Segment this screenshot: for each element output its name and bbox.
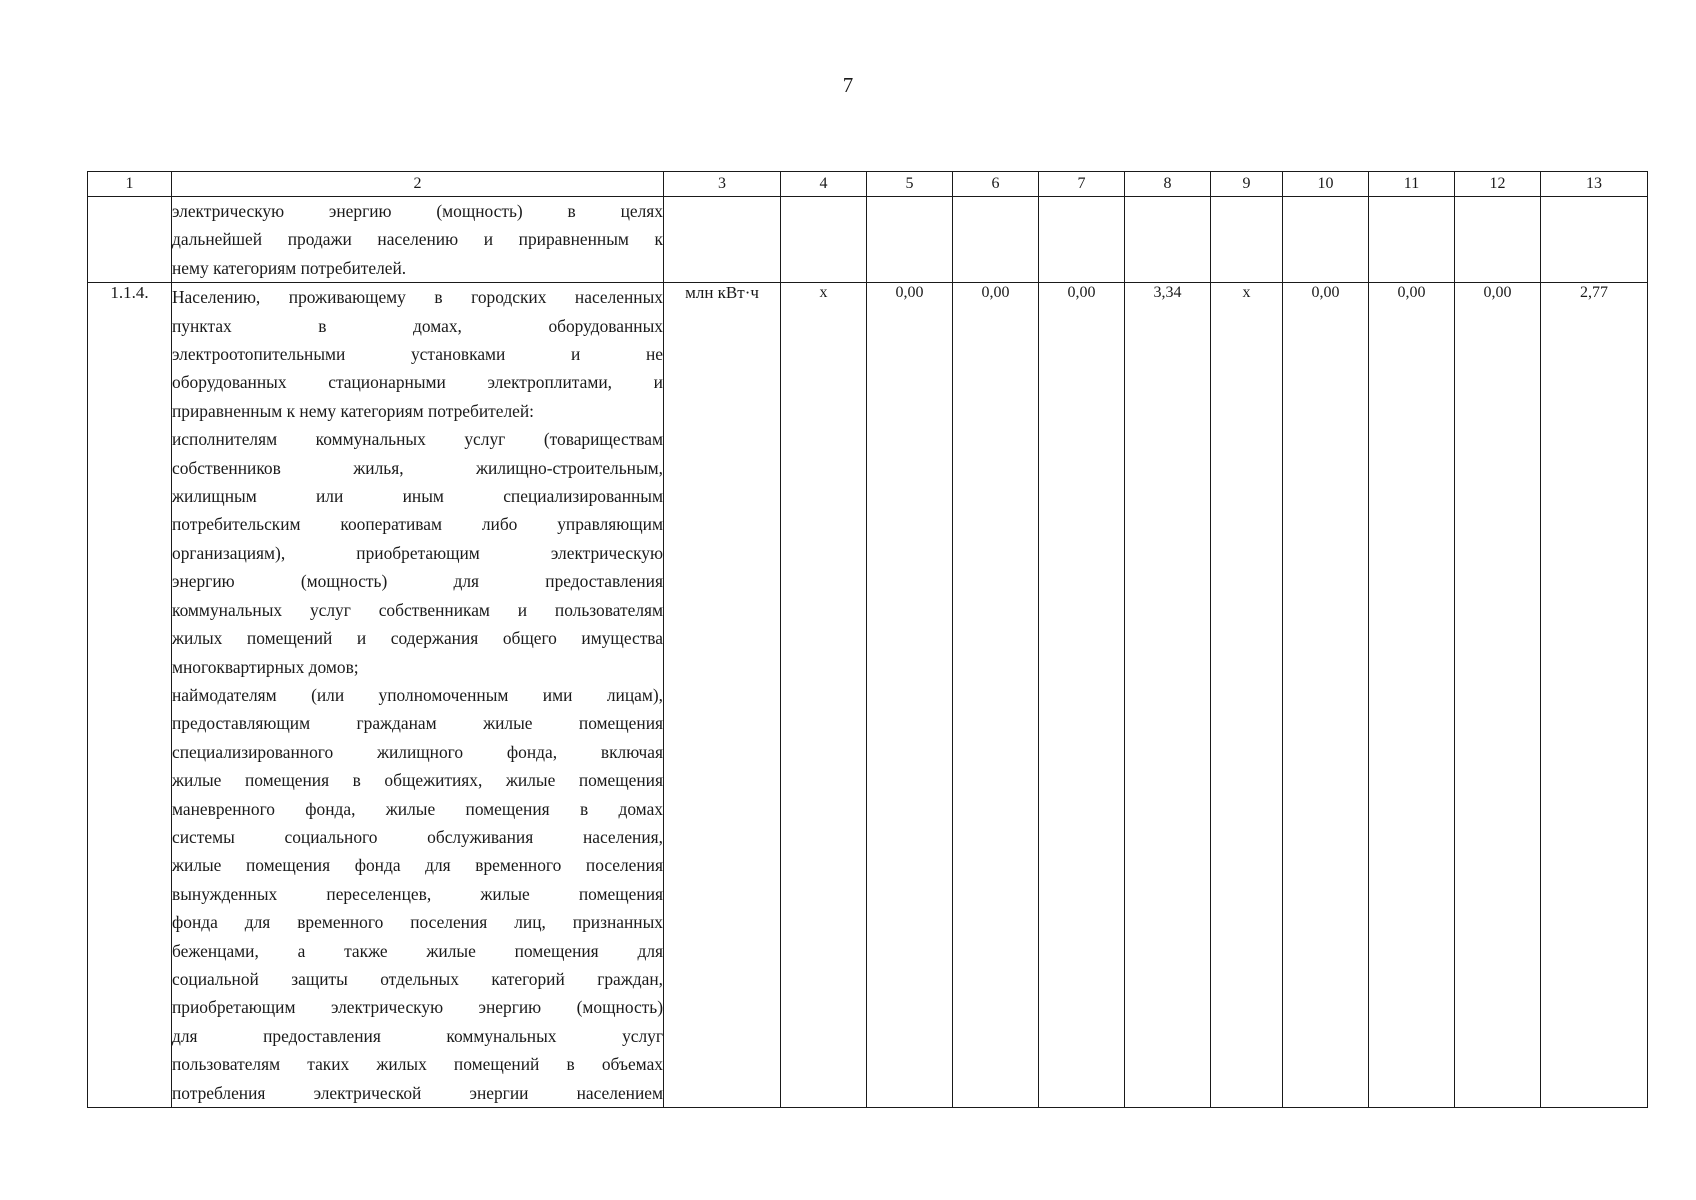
row-unit bbox=[664, 197, 781, 283]
column-number-1: 1 bbox=[88, 172, 172, 197]
description-line: наймодателям (или уполномоченным ими лицам), bbox=[172, 684, 663, 705]
description-line: специализированного жилищного фонда, включая bbox=[172, 741, 663, 762]
value-cell: 0,00 bbox=[1039, 283, 1125, 1108]
column-number-12: 12 bbox=[1455, 172, 1541, 197]
value-cell bbox=[1125, 197, 1211, 283]
description-line: организациям), приобретающим электрическую bbox=[172, 542, 663, 563]
column-number-8: 8 bbox=[1125, 172, 1211, 197]
description-line: исполнителям коммунальных услуг (товариществам bbox=[172, 429, 663, 450]
description-line: жилых помещений и содержания общего имущества bbox=[172, 628, 663, 649]
page-number: 7 bbox=[842, 73, 854, 97]
value-cell bbox=[1455, 197, 1541, 283]
value-cell: x bbox=[781, 283, 867, 1108]
value-cell bbox=[1541, 197, 1648, 283]
column-number-13: 13 bbox=[1541, 172, 1648, 197]
description-line: вынужденных переселенцев, жилые помещения bbox=[172, 883, 663, 904]
description-line: приравненным к нему категориям потребителей: bbox=[172, 400, 535, 421]
table-row bbox=[88, 197, 1648, 283]
value-cell: 0,00 bbox=[1283, 283, 1369, 1108]
value-cell: 0,00 bbox=[953, 283, 1039, 1108]
description-line: потребительским кооперативам либо управляющим bbox=[172, 514, 663, 535]
value-cell bbox=[1283, 197, 1369, 283]
description-line: нему категориям потребителей. bbox=[172, 257, 407, 278]
column-number-3: 3 bbox=[664, 172, 781, 197]
row-description bbox=[172, 283, 664, 1108]
value-cell bbox=[953, 197, 1039, 283]
description-line: социальной защиты отдельных категорий граждан, bbox=[172, 968, 663, 989]
description-line: фонда для временного поселения лиц, признанных bbox=[172, 912, 663, 933]
description-line: предоставляющим гражданам жилые помещения bbox=[172, 713, 663, 734]
description-line: электрическую энергию (мощность) в целях bbox=[172, 201, 663, 221]
column-number-10: 10 bbox=[1283, 172, 1369, 197]
value-cell bbox=[867, 197, 953, 283]
value-cell: x bbox=[1211, 283, 1283, 1108]
description-line: для предоставления коммунальных услуг bbox=[172, 1025, 663, 1046]
description-line: пунктах в домах, оборудованных bbox=[172, 315, 663, 336]
table-body bbox=[88, 197, 1648, 1108]
description-line: электроотопительными установками и не bbox=[172, 344, 663, 365]
row-unit: млн кВт·ч bbox=[664, 283, 781, 1108]
description-line: пользователям таких жилых помещений в объемах bbox=[172, 1054, 663, 1075]
value-cell bbox=[1039, 197, 1125, 283]
value-cell bbox=[1369, 197, 1455, 283]
description-line: многоквартирных домов; bbox=[172, 656, 359, 677]
header-row bbox=[88, 172, 1648, 197]
description-line: собственников жилья, жилищно-строительным, bbox=[172, 457, 663, 478]
description-line: системы социального обслуживания населения, bbox=[172, 826, 663, 847]
column-number-5: 5 bbox=[867, 172, 953, 197]
description-line: дальнейшей продажи населению и приравненным к bbox=[172, 229, 663, 250]
table-row bbox=[88, 283, 1648, 1108]
value-cell bbox=[1211, 197, 1283, 283]
description-line: жилищным или иным специализированным bbox=[172, 486, 663, 507]
row-description bbox=[172, 197, 664, 283]
description-line: потребления электрической энергии населением bbox=[172, 1082, 663, 1103]
value-cell: 3,34 bbox=[1125, 283, 1211, 1108]
column-number-9: 9 bbox=[1211, 172, 1283, 197]
data-table bbox=[87, 171, 1648, 1108]
row-code: 1.1.4. bbox=[88, 283, 172, 1108]
description-line: жилые помещения в общежитиях, жилые помещения bbox=[172, 770, 663, 791]
column-number-6: 6 bbox=[953, 172, 1039, 197]
description-line: жилые помещения фонда для временного поселения bbox=[172, 855, 663, 876]
row-code bbox=[88, 197, 172, 283]
value-cell: 0,00 bbox=[1455, 283, 1541, 1108]
description-line: маневренного фонда, жилые помещения в домах bbox=[172, 798, 663, 819]
description-line: приобретающим электрическую энергию (мощность) bbox=[172, 997, 663, 1018]
value-cell: 2,77 bbox=[1541, 283, 1648, 1108]
description-line: Населению, проживающему в городских населенных bbox=[172, 287, 663, 308]
description-line: оборудованных стационарными электроплитами, и bbox=[172, 372, 663, 393]
description-line: коммунальных услуг собственникам и пользователям bbox=[172, 599, 663, 620]
value-cell: 0,00 bbox=[1369, 283, 1455, 1108]
description-line: беженцами, а также жилые помещения для bbox=[172, 940, 663, 961]
column-number-2: 2 bbox=[172, 172, 664, 197]
description-line: энергию (мощность) для предоставления bbox=[172, 571, 663, 592]
column-number-11: 11 bbox=[1369, 172, 1455, 197]
column-number-4: 4 bbox=[781, 172, 867, 197]
value-cell bbox=[781, 197, 867, 283]
table-header bbox=[88, 172, 1648, 197]
column-number-7: 7 bbox=[1039, 172, 1125, 197]
value-cell: 0,00 bbox=[867, 283, 953, 1108]
